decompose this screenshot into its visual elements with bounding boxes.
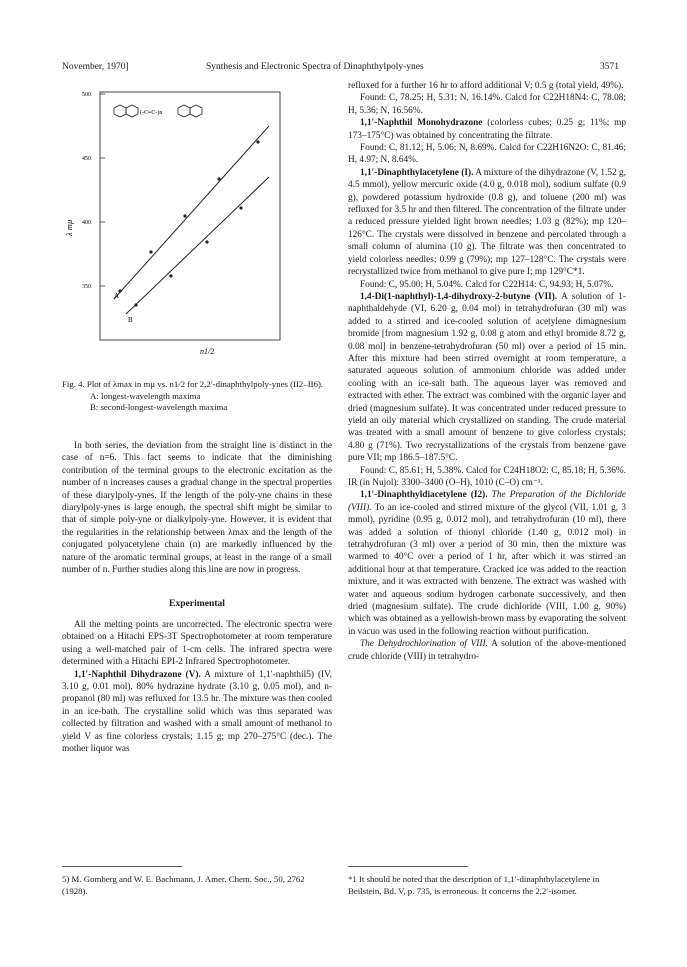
x-axis-label: n1/2	[200, 347, 215, 356]
butyne-text: A solution of 1-naphthaldehyde (VI, 6.20 g, 0.04 mol) in tetrahydrofuran (30 ml) was added to a stirred and ice-cooled solution of acetylene dimagnesium bromide [from magnesium 1.92 g, 0.08 g atom and ethyl bromide 8.72 g, 0.08 mol] in benzene-tetrahydrofuran (50 ml) over a period of 15 min. After this mixture had been stirred overnight at room temperature, a saturated aqueous solution of ammonium chloride was added under cooling with an ice-salt bath. The aqueous layer was removed and extracted with ether. The extract was combined with the organic layer and dried (magnesium sulfate). It was concentrated under reduced pressure to yield an oily material which crystallized on standing. The crude material was treated with a small amount of benzene to give colorless crystals; 4.80 g (71%). Two recrystallizations of the crystals from benzene gave pure VII; mp 186.5–187.5°C.	[348, 291, 626, 464]
right-p4: Found: C, 81.12; H, 5.06; N, 8.69%. Calcd for C22H16N2O: C, 81.46; H, 4.97; N, 8.64%.	[348, 143, 626, 166]
right-p2: Found: C, 78.25; H, 5.31; N, 16.14%. Calcd for C22H18N4: C, 78.08; H, 5.36; N, 16.56%.	[348, 93, 626, 116]
dichloride-subtitle: The Preparation of the Dichloride (VIII).	[348, 490, 626, 513]
y-tick-label-500: 500	[82, 92, 91, 98]
dihydrazone-paragraph	[62, 669, 332, 756]
line-b-label: B	[128, 316, 133, 324]
right-column	[348, 80, 626, 663]
line-a	[114, 126, 269, 299]
point-b-1	[134, 303, 137, 306]
figure-caption	[62, 379, 332, 414]
plot-frame	[100, 92, 280, 340]
figure-4	[62, 86, 332, 356]
monohydrazone-text: (colorless cubes; 0.25 g; 11%; mp 173–175°C) was obtained by concentrating the filtrate.	[348, 118, 626, 141]
experimental-heading: Experimental	[169, 598, 225, 610]
footnote-left: 5) M. Gomberg and W. E. Bachmann, J. Amer. Chem. Soc., 50, 2762 (1928).	[62, 874, 305, 896]
y-tick-label-400: 400	[82, 220, 91, 226]
dinaphthylacetylene-title: 1,1′-Dinaphthylacetylene (I).	[360, 167, 474, 178]
dinaphthylacetylene-paragraph	[348, 167, 626, 279]
y-axis-label: λ mμ	[64, 219, 74, 236]
butyne-paragraph	[348, 291, 626, 465]
monohydrazone-title: 1,1′-Naphthil Monohydrazone	[360, 118, 483, 129]
y-tick-label-350: 350	[82, 284, 91, 290]
footnote-rule-right	[348, 866, 468, 867]
diacetylene-text: To an ice-cooled and stirred mixture of the glycol (VII, 1.01 g, 3 mmol), pyridine (0.95 g, 0.012 mol), and tetrahydrofuran (10 ml), there was added a solution of thionyl chloride (1.40 g, 0.012 mol) in tetrahydrofuran (3 ml) over a period of 30 min, then the mixture was warmed to 40°C over a period of 1 hr, after which it was stirred an additional hour at that temperature. Cracked ice was added to the reaction mixture, and it was extracted with benzene. The extract was washed with water and aqueous sodium hydrogen carbonate successively, and then dried (magnesium sulfate). The crude dichloride (VIII, 1.00 g, 90%) which was obtained as a yellowish-brown mass by evaporating the solvent in vacuo was used in the following reaction without purification.	[348, 502, 626, 637]
right-p1: refluxed for a further 16 hr to afford additional V; 0.5 g (total yield, 49%).	[348, 81, 624, 91]
point-b-2	[169, 274, 172, 277]
dihydrazone-text: A mixture of 1,1′-naphthil5) (IV, 3.10 g, 0.01 mol), 80% hydrazine hydrate (3.10 g, 0.05 mol), and n-propanol (80 ml) was refluxed for 13.5 hr. The mixture was then cooled in an ice-bath. The crystalline solid which was thus separated was collected by filtration and washed with a small amount of methanol to yield V as fine colorless crystals; 1.15 g; mp 270–275°C (dec.). The mother liquor was	[62, 669, 332, 754]
right-p6: Found: C, 95.00; H, 5.04%. Calcd for C22H14: C, 94.93; H, 5.07%.	[360, 279, 614, 290]
caption-title: Fig. 4. Plot of λmax in mμ vs. n1/2 for 2,2′-dinaphthylpoly-ynes (II2–II6).	[62, 379, 324, 389]
line-a-label: A	[114, 292, 120, 300]
caption-line-b: B: second-longest-wavelength maxima	[90, 402, 228, 412]
left-column	[62, 440, 332, 755]
point-a-3	[183, 214, 186, 217]
dehydrochlorination-text: A solution of the above-mentioned crude chloride (VIII) in tetrahydro-	[348, 639, 626, 662]
footnote-rule-left	[62, 866, 182, 867]
caption-line-a: A: longest-wavelength maxima	[90, 390, 201, 401]
diacetylene-title: 1,1′-Dinaphthyldiacetylene (I2).	[360, 490, 488, 501]
dihydrazone-title: 1,1′-Naphthil Dihydrazone (V).	[74, 669, 201, 680]
point-a-5	[256, 140, 259, 143]
butyne-title: 1,4-Di(1-naphthyl)-1,4-dihydroxy-2-butyne (VII).	[360, 291, 558, 302]
line-b	[126, 177, 269, 314]
header-title: Synthesis and Electronic Spectra of Dinaphthylpoly-ynes	[206, 62, 424, 72]
monohydrazone-paragraph	[348, 117, 626, 142]
point-a-2	[149, 250, 152, 253]
dehydrochlorination-title: The Dehydrochlorination of VIII.	[360, 639, 488, 650]
header-page-number: 3571	[600, 62, 619, 72]
header-date: November, 1970]	[62, 62, 129, 72]
footnote-right: *1 It should be noted that the description of 1,1′-dinaphthylacetylene in Beilstein, Bd. V, p. 735, is erroneous. It concerns the 2,2′-isomer.	[348, 874, 600, 896]
discussion-paragraph: In both series, the deviation from the straight line is distinct in the case of n=6. This fact seems to indicate that the diminishing contribution of the terminal groups to the electronic excitation as the number of n increases causes a gradual change in the spectral properties of these diarylpoly-ynes. If the length of the poly-yne chains in these diarylpoly-ynes is large enough, the spectral shift might be similar to that of simple poly-yne or dialkylpoly-yne. However, it is evident that the regularities in the relationship between λmax and the length of the conjugated polyacetylene chain (n) are markedly influenced by the nature of the aromatic terminal groups, at least in the range of a small number of n. Further studies along this line are now in progress.	[62, 441, 332, 576]
diacetylene-paragraph	[348, 489, 626, 638]
right-p8: Found: C, 85.61; H, 5.38%. Calcd for C24H18O2: C, 85.18; H, 5.36%. IR (in Nujol): 3300–3400 (O–H), 1010 (C–O) cm⁻¹.	[348, 465, 626, 488]
experimental-intro: All the melting points are uncorrected. The electronic spectra were obtained on a Hitachi EPS-3T Spectrophotometer at room temperature using a well-matched pair of 1-cm cells. The infrared spectra were determined with a Hitachi EPI-2 Infrared Spectrophotometer.	[62, 619, 332, 668]
point-b-3	[205, 240, 208, 243]
dinaphthylacetylene-text: A mixture of the dihydrazone (V, 1.52 g, 4.5 mmol), yellow mercuric oxide (4.0 g, 0.018 mol), sodium sulfate (0.9 g), powdered potassium hydroxide (0.8 g), and toluene (200 ml) was refluxed for 3.5 hr and then filtered. The concentration of the filtrate under a reduced pressure yielded light brown needles; 1.03 g (82%); mp 120–126°C. The crystals were dissolved in benzene and percolated through a small column of alumina (10 g). The filtrate was then concentrated to yield colorless needles; 0.99 g (79%); mp 127–128°C. The crystals were recrystallized twice from methanol to give pure I; mp 129°C*1.	[348, 167, 626, 278]
point-a-4	[217, 177, 220, 180]
point-b-4	[239, 206, 242, 209]
y-tick-label-450: 450	[82, 156, 91, 162]
structure-label: (-C≡C-)n	[140, 110, 163, 116]
figure-plot	[62, 86, 332, 356]
dehydrochlorination-paragraph	[348, 638, 626, 663]
